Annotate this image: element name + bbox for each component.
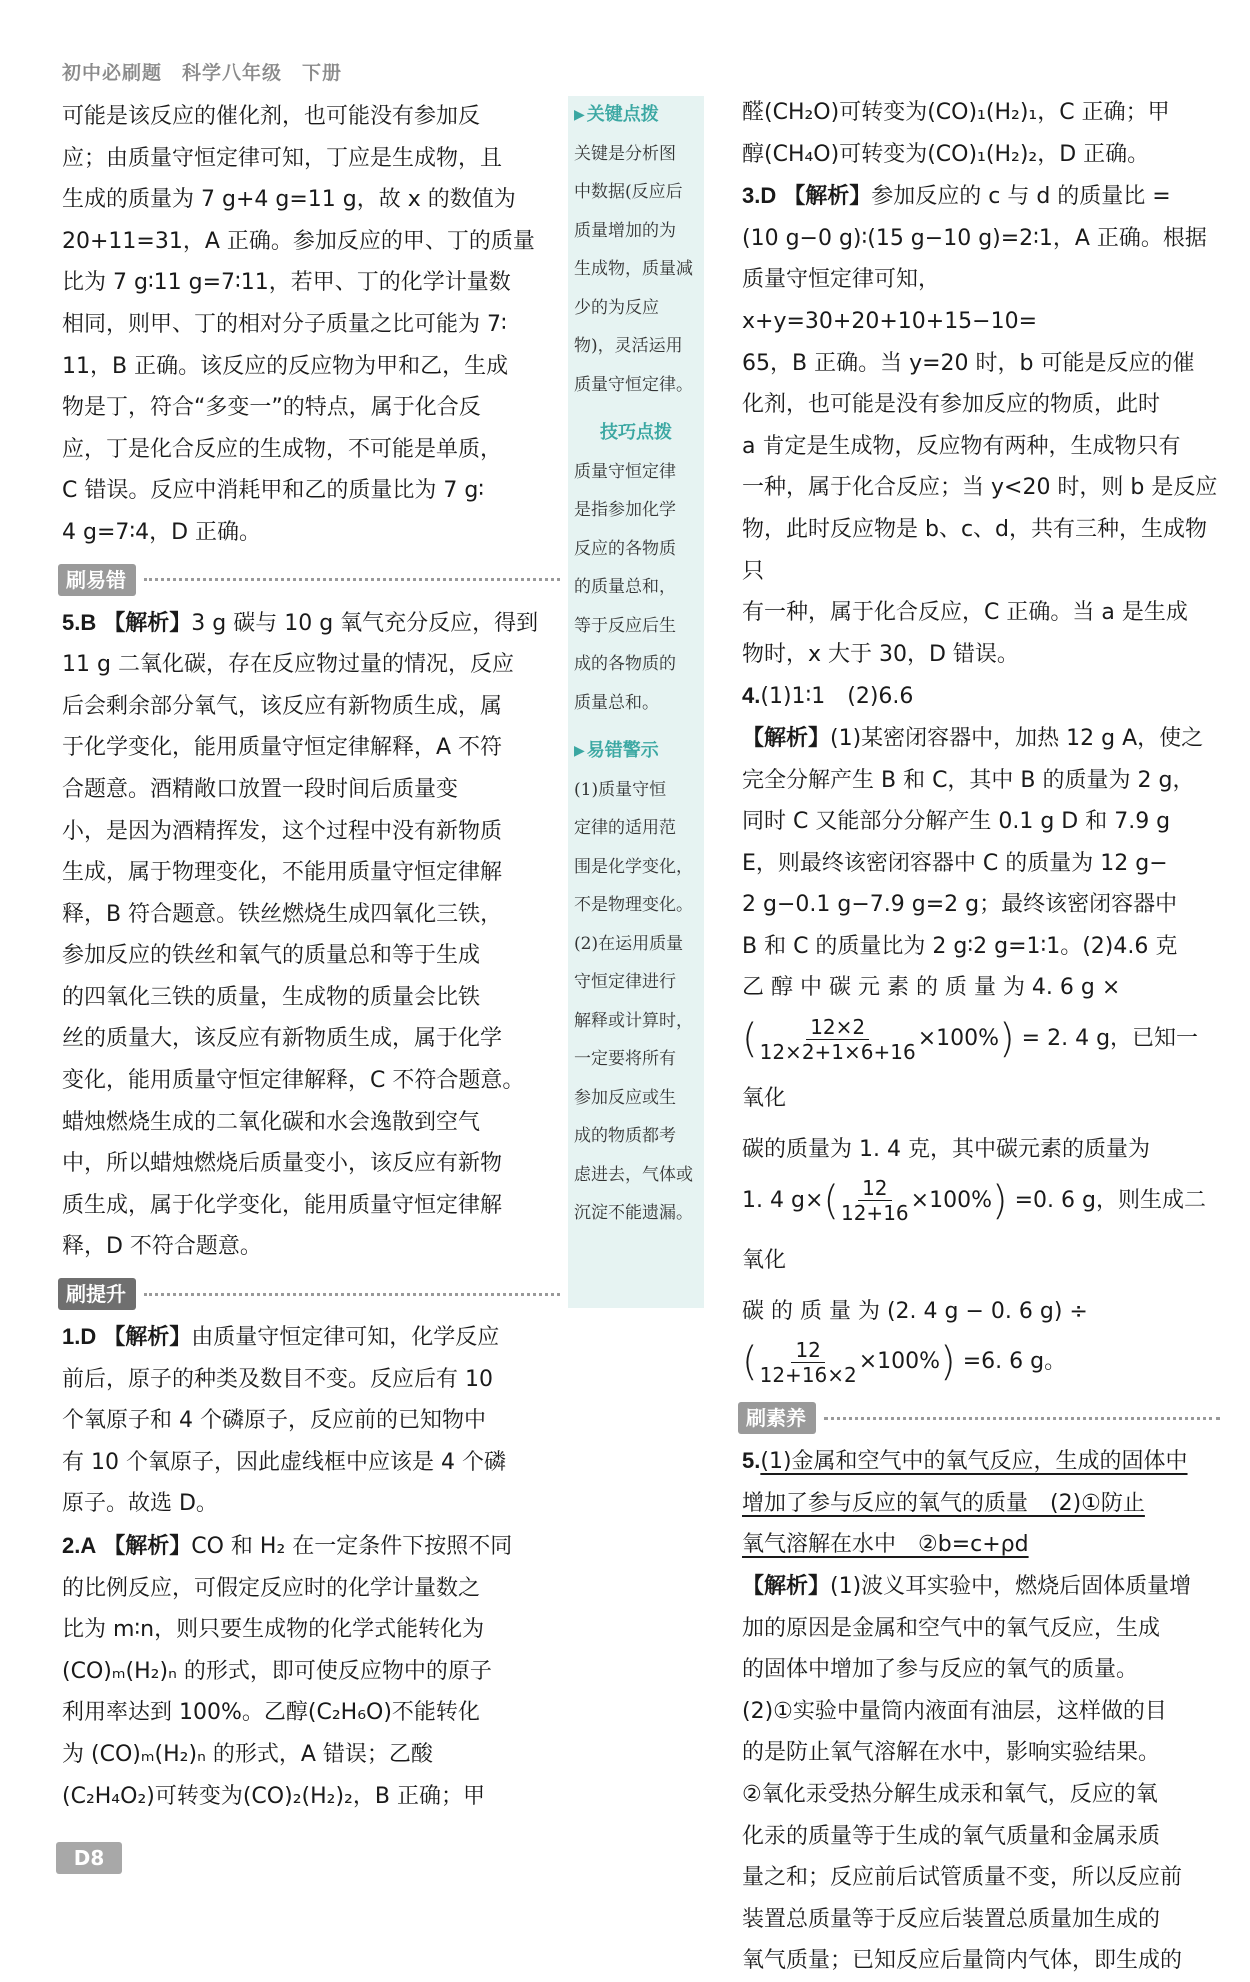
sidebar-text: 沉淀不能遗漏。 bbox=[574, 1203, 693, 1223]
text-span: ×100% bbox=[910, 1187, 992, 1213]
denominator: 12+16×2 bbox=[759, 1362, 857, 1387]
question-number: 3.D bbox=[742, 183, 777, 209]
analysis-tag: 【解析】 bbox=[103, 610, 192, 636]
text-line: ②氧化汞受热分解生成汞和氧气，反应的氧 bbox=[742, 1782, 1158, 1807]
text-span: =6. 6 g。 bbox=[962, 1349, 1067, 1375]
section-header-improve bbox=[58, 1274, 560, 1314]
text-line: 11 g 二氧化碳，存在反应物过量的情况，反应 bbox=[62, 652, 514, 678]
text-line bbox=[742, 1566, 1220, 1608]
paren: ( bbox=[742, 1339, 758, 1386]
sidebar-text: 反应的各物质 bbox=[574, 538, 676, 559]
answer-text: (1)金属和空气中的氧气反应，生成的固体中 bbox=[760, 1449, 1188, 1475]
section-title: 刷易错 bbox=[58, 564, 136, 596]
text-line: 一种，属于化合反应；当 y<20 时，则 b 是反应 bbox=[742, 475, 1218, 501]
text-line bbox=[742, 1440, 1220, 1483]
text-line: (2)①实验中量筒内液面有油层，这样做的目 bbox=[742, 1698, 1167, 1724]
paren: ) bbox=[940, 1339, 956, 1386]
sidebar-text: 成的各物质的 bbox=[574, 654, 676, 674]
sidebar-title-warning bbox=[574, 732, 698, 771]
text-line: 个氧原子和 4 个磷原子，反应前的已知物中 bbox=[62, 1408, 486, 1434]
fraction bbox=[760, 1015, 916, 1064]
text-line: 醇(CH₄O)可转变为(CO)₁(H₂)₂，D 正确。 bbox=[742, 141, 1150, 167]
text-line: 同时 C 又能部分分解产生 0.1 g D 和 7.9 g bbox=[742, 809, 1171, 835]
sidebar-title-tips: 技巧点拨 bbox=[600, 422, 672, 443]
answer-line: 增加了参与反应的氧气的质量 (2)①防止 bbox=[742, 1490, 1145, 1516]
left-column bbox=[62, 96, 560, 1817]
text-line: B 和 C 的质量比为 2 g∶2 g=1∶1。(2)4.6 克 bbox=[742, 933, 1178, 959]
text-line: 于化学变化，能用质量守恒定律解释，A 不符 bbox=[62, 735, 503, 761]
text-line: 合题意。酒精敞口放置一段时间后质量变 bbox=[62, 776, 459, 802]
paren: ( bbox=[742, 1016, 758, 1063]
sidebar-text: 中数据(反应后 bbox=[574, 182, 683, 202]
text-line: 中，所以蜡烛燃烧后质量变小，该反应有新物 bbox=[62, 1151, 503, 1177]
section-title: 刷提升 bbox=[58, 1278, 136, 1310]
text-line: 物，此时反应物是 b、c、d，共有三种，生成物只 bbox=[742, 516, 1208, 584]
tips-sidebar bbox=[568, 96, 704, 1308]
sidebar-title-key-points bbox=[574, 96, 698, 135]
text-line: 氧气质量；已知反应后量筒内气体，即生成的 bbox=[742, 1948, 1183, 1974]
text-line: 化剂，也可能是没有参加反应的物质，此时 bbox=[742, 392, 1161, 418]
sidebar-text: 参加反应或生 bbox=[574, 1087, 676, 1108]
text-line: 比为 m∶n，则只要生成物的化学式能转化为 bbox=[62, 1617, 485, 1643]
numerator: 12 bbox=[791, 1338, 824, 1363]
sidebar-text: 等于反应后生 bbox=[574, 615, 676, 636]
text-line: 相同，则甲、丁的相对分子质量之比可能为 7∶ bbox=[62, 311, 507, 337]
fraction bbox=[841, 1176, 909, 1225]
text-line: 碳 的 质 量 为 (2. 4 g − 0. 6 g) ÷ bbox=[742, 1298, 1088, 1324]
text-line: 装置总质量等于反应后装置总质量加生成的 bbox=[742, 1906, 1161, 1932]
text-line: 小，是因为酒精挥发，这个过程中没有新物质 bbox=[62, 818, 503, 844]
sidebar-text: (1)质量守恒 bbox=[574, 779, 667, 800]
sidebar-text: 质量守恒定律 bbox=[574, 461, 676, 482]
numerator: 12×2 bbox=[806, 1015, 869, 1040]
sidebar-text: 生成物，质量减 bbox=[574, 259, 693, 279]
text-line: 化汞的质量等于生成的氧气质量和金属汞质 bbox=[742, 1823, 1161, 1849]
text-line: 前后，原子的种类及数目不变。反应后有 10 bbox=[62, 1366, 493, 1392]
text-line: 参加反应的铁丝和氧气的质量总和等于生成 bbox=[62, 943, 481, 969]
sidebar-text: 一定要将所有 bbox=[574, 1049, 676, 1069]
text-span: 3 g 碳与 10 g 氧气充分反应，得到 bbox=[191, 610, 539, 636]
question-number: 4. bbox=[742, 683, 761, 709]
denominator: 12+16 bbox=[840, 1201, 909, 1226]
text-line: 蜡烛燃烧生成的二氧化碳和水会逸散到空气 bbox=[62, 1109, 481, 1135]
section-header-literacy bbox=[738, 1398, 1220, 1438]
page-header: 初中必刷题 科学八年级 下册 bbox=[62, 62, 343, 84]
sidebar-text: 守恒定律进行 bbox=[574, 972, 676, 992]
formula-line bbox=[742, 1332, 1220, 1392]
text-span: 1. 4 g× bbox=[742, 1187, 824, 1213]
analysis-tag: 【解析】 bbox=[103, 1325, 192, 1351]
text-line: 原子。故选 D。 bbox=[62, 1491, 218, 1517]
section-title: 刷素养 bbox=[738, 1402, 816, 1434]
text-line: E，则最终该密闭容器中 C 的质量为 12 g− bbox=[742, 850, 1168, 876]
text-line: 质生成，属于化学变化，能用质量守恒定律解 bbox=[62, 1192, 503, 1218]
text-line: 丝的质量大，该反应有新物质生成，属于化学 bbox=[62, 1026, 503, 1052]
text-span: (1)波义耳实验中，燃烧后固体质量增 bbox=[830, 1574, 1192, 1600]
text-line: 乙 醇 中 碳 元 素 的 质 量 为 4. 6 g × bbox=[742, 975, 1121, 1001]
section-header-mistakes bbox=[58, 560, 560, 600]
text-line: 质量守恒定律可知，x+y=30+20+10+15−10= bbox=[742, 267, 1038, 334]
text-line: C 错误。反应中消耗甲和乙的质量比为 7 g∶ bbox=[62, 478, 485, 504]
text-line: 的四氧化三铁的质量，生成物的质量会比铁 bbox=[62, 984, 481, 1010]
text-line: 醛(CH₂O)可转变为(CO)₁(H₂)₁，C 正确；甲 bbox=[742, 100, 1170, 125]
sidebar-text: 的质量总和， bbox=[574, 577, 676, 597]
text-line bbox=[742, 675, 1220, 718]
question-number: 2.A bbox=[62, 1533, 97, 1558]
text-line: 量之和；反应前后试管质量不变，所以反应前 bbox=[742, 1865, 1183, 1891]
fraction bbox=[760, 1338, 857, 1387]
text-line bbox=[62, 1525, 560, 1568]
text-line bbox=[742, 718, 1220, 760]
text-line: 比为 7 g∶11 g=7∶11，若甲、丁的化学计量数 bbox=[62, 270, 511, 296]
question-number: 5.B bbox=[62, 609, 97, 635]
text-line: 应；由质量守恒定律可知，丁应是生成物，且 bbox=[62, 145, 503, 171]
question-3-solution bbox=[742, 175, 1220, 675]
sidebar-text: 关键是分析图 bbox=[574, 143, 676, 164]
text-line: 2 g−0.1 g−7.9 g=2 g；最终该密闭容器中 bbox=[742, 892, 1178, 918]
text-span: = 2. 4 g，已知一氧化 bbox=[742, 1026, 1199, 1112]
sidebar-text: (2)在运用质量 bbox=[574, 933, 684, 954]
sidebar-text: 围是化学变化， bbox=[574, 856, 693, 877]
text-line: 65，B 正确。当 y=20 时，b 可能是反应的催 bbox=[742, 350, 1195, 376]
question-5b-solution bbox=[742, 1440, 1220, 1982]
text-line: 的比例反应，可假定反应时的化学计量数之 bbox=[62, 1575, 481, 1601]
triangle-icon: ▶ bbox=[574, 743, 585, 759]
text-span: 关键点拨 bbox=[586, 104, 659, 125]
formula-line bbox=[742, 1171, 1220, 1291]
sidebar-text: 是指参加化学 bbox=[574, 500, 676, 520]
page-number: D8 bbox=[56, 1842, 122, 1874]
text-line: 20+11=31，A 正确。参加反应的甲、丁的质量 bbox=[62, 228, 535, 254]
question-4-solution bbox=[742, 675, 1220, 1392]
text-line: 生成，属于物理变化，不能用质量守恒定律解 bbox=[62, 860, 503, 886]
intro-paragraph bbox=[62, 96, 560, 554]
text-line: 应，丁是化合反应的生成物，不可能是单质， bbox=[62, 436, 503, 462]
text-line: 4 g=7∶4，D 正确。 bbox=[62, 519, 262, 545]
question-2-solution bbox=[62, 1525, 560, 1817]
text-line: 物是丁，符合“多变一”的特点，属于化合反 bbox=[62, 395, 481, 421]
question-5-solution bbox=[62, 602, 560, 1269]
text-line: (CO)ₘ(H₂)ₙ 的形式，即可使反应物中的原子 bbox=[62, 1658, 492, 1684]
text-line bbox=[62, 1316, 560, 1359]
text-span: =0. 6 g，则生成二氧化 bbox=[742, 1187, 1206, 1273]
right-column bbox=[742, 92, 1220, 1982]
text-line: (C₂H₄O₂)可转变为(CO)₂(H₂)₂，B 正确；甲 bbox=[62, 1783, 485, 1809]
text-span: CO 和 H₂ 在一定条件下按照不同 bbox=[191, 1534, 513, 1559]
text-line bbox=[742, 175, 1220, 218]
sidebar-text: 虑进去，气体或 bbox=[574, 1164, 693, 1185]
text-line: 11，B 正确。该反应的反应物为甲和乙，生成 bbox=[62, 353, 509, 379]
text-line: 利用率达到 100%。乙醇(C₂H₆O)不能转化 bbox=[62, 1700, 480, 1726]
question-number: 5. bbox=[742, 1448, 761, 1474]
analysis-tag: 【解析】 bbox=[742, 1574, 831, 1600]
text-span: 由质量守恒定律可知，化学反应 bbox=[191, 1325, 500, 1351]
text-span: ×100% bbox=[917, 1026, 1000, 1052]
sidebar-text: 成的物质都考 bbox=[574, 1126, 676, 1146]
text-line bbox=[62, 602, 560, 645]
text-line: 有 10 个氧原子，因此虚线框中应该是 4 个磷 bbox=[62, 1449, 506, 1475]
formula-line bbox=[742, 1009, 1220, 1129]
text-line: 碳的质量为 1. 4 克，其中碳元素的质量为 bbox=[742, 1137, 1150, 1163]
analysis-tag: 【解析】 bbox=[742, 725, 831, 751]
text-line: 的是防止氧气溶解在水中，影响实验结果。 bbox=[742, 1740, 1161, 1766]
text-span: (1)某密闭容器中，加热 12 g A，使之 bbox=[830, 725, 1204, 751]
paren: ( bbox=[823, 1177, 839, 1224]
text-line: 生成的质量为 7 g+4 g=11 g，故 x 的数值为 bbox=[62, 187, 516, 213]
paren: ) bbox=[991, 1177, 1008, 1224]
sidebar-text: 定律的适用范 bbox=[574, 818, 676, 838]
text-line: 可能是该反应的催化剂，也可能没有参加反 bbox=[62, 104, 481, 129]
sidebar-text: 少的为反应 bbox=[574, 297, 659, 318]
text-span: 易错警示 bbox=[586, 740, 659, 761]
analysis-tag: 【解析】 bbox=[103, 1534, 192, 1559]
question-1-solution bbox=[62, 1316, 560, 1525]
text-line: 释，B 符合题意。铁丝燃烧生成四氧化三铁， bbox=[62, 901, 503, 927]
text-line: 完全分解产生 B 和 C，其中 B 的质量为 2 g， bbox=[742, 767, 1195, 793]
text-line: 加的原因是金属和空气中的氧气反应，生成 bbox=[742, 1615, 1161, 1641]
text-line: 的固体中增加了参与反应的氧气的质量。 bbox=[742, 1657, 1139, 1683]
text-line: 有一种，属于化合反应，C 正确。当 a 是生成 bbox=[742, 600, 1188, 626]
text-line: 物时，x 大于 30，D 错误。 bbox=[742, 641, 1019, 667]
question-number: 1.D bbox=[62, 1324, 97, 1350]
sidebar-text: 质量守恒定律。 bbox=[574, 374, 693, 395]
sidebar-text: 质量总和。 bbox=[574, 692, 659, 713]
text-line: (10 g−0 g)∶(15 g−10 g)=2∶1，A 正确。根据 bbox=[742, 225, 1207, 251]
paren: ) bbox=[999, 1016, 1015, 1063]
sidebar-text: 解释或计算时， bbox=[574, 1010, 693, 1031]
analysis-tag: 【解析】 bbox=[783, 184, 872, 210]
text-line: 释，D 不符合题意。 bbox=[62, 1234, 262, 1260]
text-line: a 肯定是生成物，反应物有两种，生成物只有 bbox=[742, 433, 1181, 459]
answer-line: 氧气溶解在水中 ②b=c+ρd bbox=[742, 1532, 1029, 1558]
answer-text: (1)1∶1 (2)6.6 bbox=[760, 684, 914, 710]
sidebar-text: 物)，灵活运用 bbox=[574, 336, 683, 356]
dotted-divider bbox=[144, 1293, 560, 1296]
text-span: 参加反应的 c 与 d 的质量比 = bbox=[871, 184, 1171, 210]
text-line: 变化，能用质量守恒定律解释，C 不符合题意。 bbox=[62, 1068, 525, 1094]
denominator: 12×2+1×6+16 bbox=[759, 1039, 916, 1064]
text-line: 后会剩余部分氧气，该反应有新物质生成，属 bbox=[62, 693, 503, 719]
text-line: 为 (CO)ₘ(H₂)ₙ 的形式，A 错误；乙酸 bbox=[62, 1741, 433, 1767]
triangle-icon: ▶ bbox=[574, 107, 585, 123]
dotted-divider bbox=[824, 1417, 1220, 1420]
sidebar-text: 质量增加的为 bbox=[574, 220, 676, 241]
sidebar-text: 不是物理变化。 bbox=[574, 895, 693, 915]
dotted-divider bbox=[144, 578, 560, 581]
text-span: ×100% bbox=[858, 1349, 941, 1375]
numerator: 12 bbox=[858, 1176, 891, 1201]
